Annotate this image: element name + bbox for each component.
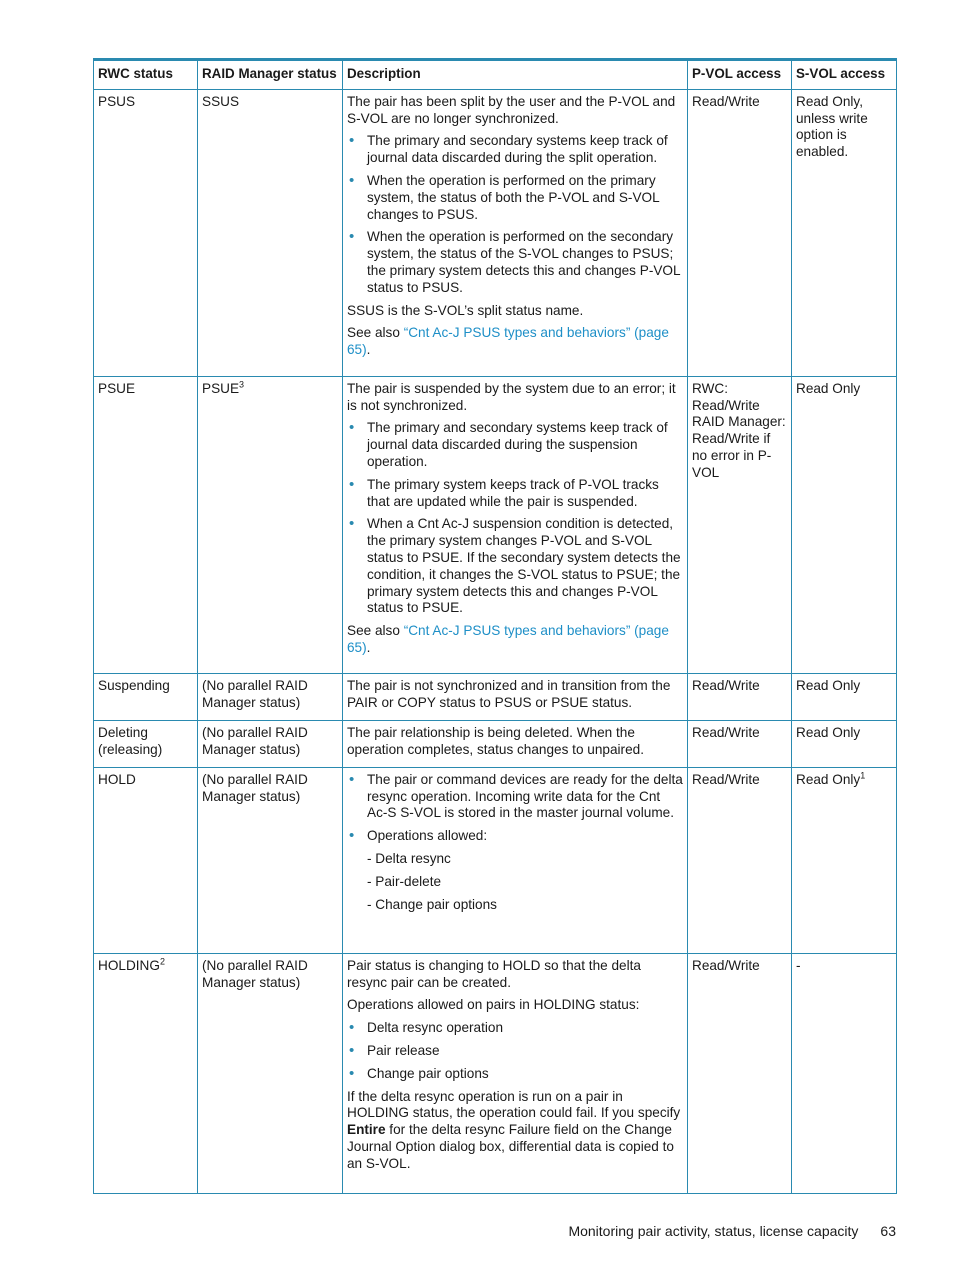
table-row <box>94 376 897 673</box>
table-row <box>94 89 897 376</box>
see-also-prefix: See also <box>347 623 404 639</box>
cell-description <box>343 376 688 673</box>
see-also-prefix: See also <box>347 325 404 341</box>
raid-status-text: PSUE <box>202 380 240 396</box>
list-item: • The primary and secondary systems keep track of journal data discarded during the suspension operation. <box>347 420 683 470</box>
operations-list <box>367 851 683 913</box>
header-pvol-access: P-VOL access <box>688 60 792 90</box>
table-row <box>94 673 897 720</box>
description-text: Pair status is changing to HOLD so that the delta resync pair can be created. <box>347 957 641 990</box>
list-item: - Pair-delete <box>367 873 442 889</box>
header-svol-access: S-VOL access <box>792 60 897 90</box>
rwc-status-text: HOLDING <box>98 957 160 973</box>
table-row <box>94 767 897 953</box>
cell-rwc-status: Deleting (releasing) <box>94 720 198 767</box>
cell-raid-status: (No parallel RAID Manager status) <box>198 720 343 767</box>
cell-svol-access <box>792 767 897 953</box>
table-row <box>94 953 897 1193</box>
footer-section-title: Monitoring pair activity, status, license capacity <box>568 1223 859 1239</box>
svol-access-text: Read Only <box>796 771 861 787</box>
cross-reference-link[interactable]: “Cnt Ac-J PSUS types and behaviors” (page 65) <box>347 623 669 655</box>
cell-raid-status: (No parallel RAID Manager status) <box>198 953 343 1193</box>
operations-heading: Operations allowed on pairs in HOLDING status: <box>347 997 640 1013</box>
description-text: The pair has been split by the user and the P-VOL and S-VOL are no longer synchronized. <box>347 93 676 126</box>
cell-description <box>343 953 688 1193</box>
table-header-row <box>94 60 897 90</box>
bullet-list <box>347 133 683 296</box>
cell-pvol-access: Read/Write <box>688 673 792 720</box>
status-table <box>93 58 897 1194</box>
header-raid-manager-status: RAID Manager status <box>198 60 343 90</box>
see-also <box>347 623 683 657</box>
cell-description <box>343 89 688 376</box>
cell-svol-access: Read Only <box>792 673 897 720</box>
cell-description: The pair is not synchronized and in transition from the PAIR or COPY status to PSUS or PSUE status. <box>343 673 688 720</box>
list-item: • The primary and secondary systems keep track of journal data discarded during the split operation. <box>347 133 683 167</box>
cell-rwc-status <box>94 953 198 1193</box>
list-item: • Operations allowed: <box>347 828 683 845</box>
header-description: Description <box>343 60 688 90</box>
cell-pvol-access: RWC: Read/Write RAID Manager: Read/Write if no error in P-VOL <box>688 376 792 673</box>
warning-text <box>347 1089 683 1173</box>
see-also <box>347 325 683 359</box>
cell-svol-access: Read Only <box>792 376 897 673</box>
cross-reference-link[interactable]: “Cnt Ac-J PSUS types and behaviors” (page 65) <box>347 325 669 358</box>
footnote-marker: 3 <box>239 379 245 390</box>
bullet-list <box>347 420 683 617</box>
list-item: • The primary system keeps track of P-VOL tracks that are updated while the pair is suspended. <box>347 477 683 511</box>
cell-pvol-access: Read/Write <box>688 720 792 767</box>
list-item: - Delta resync <box>367 850 451 866</box>
cell-description: The pair relationship is being deleted. When the operation completes, status changes to unpaired. <box>343 720 688 767</box>
list-item: • When the operation is performed on the secondary system, the status of the S-VOL changes to PSUS; the primary system detects this and changes P-VOL status to PSUS. <box>347 229 683 296</box>
cell-svol-access: - <box>792 953 897 1193</box>
cell-raid-status: (No parallel RAID Manager status) <box>198 673 343 720</box>
list-item: • Pair release <box>347 1043 683 1060</box>
cell-rwc-status: HOLD <box>94 767 198 953</box>
cell-pvol-access: Read/Write <box>688 953 792 1193</box>
page-number: 63 <box>880 1223 896 1239</box>
bullet-list <box>347 772 683 845</box>
list-item: • The pair or command devices are ready for the delta resync operation. Incoming write data for the Cnt Ac-S S-VOL is stored in the master journal volume. <box>347 772 683 822</box>
bullet-list <box>347 1020 683 1082</box>
cell-raid-status: SSUS <box>198 89 343 376</box>
cell-svol-access: Read Only, unless write option is enabled. <box>792 89 897 376</box>
cell-pvol-access: Read/Write <box>688 89 792 376</box>
footnote-marker: 2 <box>159 956 165 967</box>
cell-pvol-access: Read/Write <box>688 767 792 953</box>
list-item: • When the operation is performed on the primary system, the status of both the P-VOL and S-VOL changes to PSUS. <box>347 173 683 223</box>
footnote-marker: 1 <box>860 770 866 781</box>
see-also-suffix: . <box>366 639 371 655</box>
list-item: • When a Cnt Ac-J suspension condition is detected, the primary system changes P-VOL and S-VOL status to PSUE. If the secondary system detects the condition, it changes the S-VOL status to PSUE; the primary system detects this and changes P-VOL status to PSUE. <box>347 516 683 617</box>
header-rwc-status: RWC status <box>94 60 198 90</box>
list-item: - Change pair options <box>367 896 497 912</box>
cell-rwc-status: PSUE <box>94 376 198 673</box>
cell-rwc-status: PSUS <box>94 89 198 376</box>
warning-text-end: for the delta resync Failure field on the Change Journal Option dialog box, differential data is copied to an S-VOL. <box>347 1122 674 1171</box>
note-text: SSUS is the S-VOL’s split status name. <box>347 302 584 318</box>
table-row <box>94 720 897 767</box>
cell-rwc-status: Suspending <box>94 673 198 720</box>
list-item: • Delta resync operation <box>347 1020 683 1037</box>
cell-raid-status: (No parallel RAID Manager status) <box>198 767 343 953</box>
list-item: • Change pair options <box>347 1066 683 1083</box>
cell-raid-status <box>198 376 343 673</box>
see-also-suffix: . <box>366 342 371 358</box>
cell-description <box>343 767 688 953</box>
warning-text-start: If the delta resync operation is run on a pair in HOLDING status, the operation could fail. If you specify <box>347 1088 681 1121</box>
cell-svol-access: Read Only <box>792 720 897 767</box>
description-text: The pair is suspended by the system due to an error; it is not synchronized. <box>347 380 676 413</box>
option-name: Entire <box>347 1122 386 1138</box>
page-footer <box>568 1223 896 1239</box>
